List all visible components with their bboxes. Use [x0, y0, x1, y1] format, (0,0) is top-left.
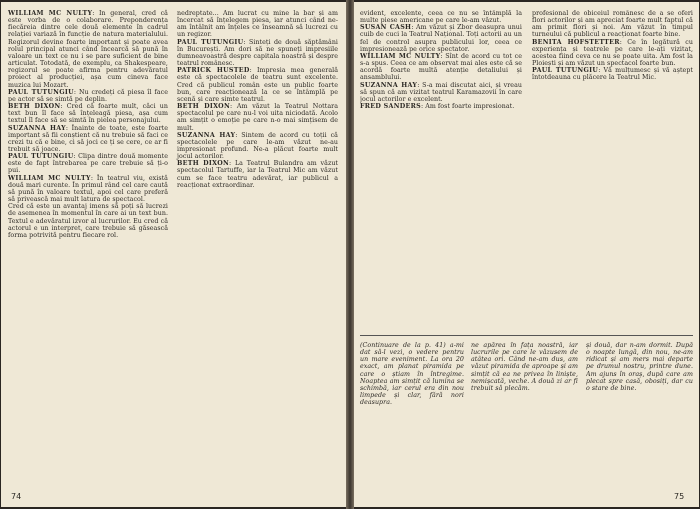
dialogue-paragraph — [177, 10, 338, 39]
dialogue-paragraph — [177, 39, 338, 68]
dialogue-text: : S-a mai discutat aici, și vreau să spun că am vizitat teatrul Karamazovii în care jocul actorilor e excelent. — [360, 81, 522, 103]
dialogue-paragraph — [360, 53, 522, 82]
dialogue-paragraph — [177, 103, 338, 132]
dialogue-paragraph — [8, 89, 168, 103]
speaker-name: BENITA HOFSTETTER — [532, 38, 620, 46]
speaker-name: BETH DIXON — [8, 103, 61, 111]
speaker-name: PAUL TUTUNGIU — [532, 67, 599, 75]
dialogue-paragraph — [360, 82, 522, 103]
speaker-name: WILLIAM MC NULTY — [8, 174, 91, 182]
speaker-name: PATRICK HUSTED — [177, 67, 250, 75]
continuation-column-3: și două, dar n-am dormit. După o noapte lungă, din nou, ne-am ridicat și am mers mai departe pe drumul nostru, printre dune. Am ajuns în oraș, după care am plecat spre casă, obosiți, dar cu o stare de bine. — [586, 342, 693, 392]
dialogue-paragraph — [177, 67, 338, 103]
dialogue-text: : Impresia mea generală este că spectacolele de teatru sunt excelente. Cred că publicul român este un public foarte bun, care reacționează la ce se întâmplă pe scenă și care simte teatrul. — [177, 67, 339, 103]
speaker-name: PAUL TUTUNGIU — [177, 38, 244, 46]
dialogue-text: nedreptate... Am lucrat cu mine la bar și am încercat să înțelegem piesa, iar atunci când ne-am întâlnit am înțeles ce înseamnă să lucrezi cu un regizor. — [177, 10, 338, 39]
dialogue-paragraph — [532, 67, 693, 81]
page-number-left: 74 — [11, 492, 22, 501]
left-page-column-1 — [8, 10, 168, 239]
left-page — [1, 2, 346, 507]
continuation-column-2: ne apărea în fața noastră, iar lucrurile pe care le văzusem de atâtea ori. Când ne-am dus, am văzut piramida de aproape și am simțit că ea ne privea în liniște, nemișcată, veche. A două zi ar fi trebuit să plecăm. — [471, 342, 578, 392]
right-page-column-2 — [532, 10, 693, 332]
dialogue-text: : Sînt de acord cu tot ce s-a spus. Ceea ce am observat mai ales este că se acordă foarte multă atenție detaliului și ansamblului. — [360, 52, 522, 82]
dialogue-paragraph — [8, 175, 168, 204]
dialogue-paragraph — [177, 132, 338, 161]
dialogue-text: profesional de obiceiul românesc de a se oferi flori actorilor și am apreciat foarte mult faptul că am primit flori și noi. Am văzut în timpul turneului că publicul a reacționat foarte bine. — [532, 10, 693, 39]
dialogue-text: : Cred că foarte mult, căci un text bun îl face să înțeleagă piesa, așa cum textul îl face să se simtă în pielea personajului. — [8, 103, 168, 125]
right-page — [354, 2, 699, 507]
dialogue-paragraph — [360, 10, 522, 24]
dialogue-paragraph — [8, 103, 168, 124]
dialogue-text: : Am fost foarte impresionat. — [421, 103, 515, 111]
dialogue-text: : Sintem de acord cu toții că spectacolele pe care le-am văzut ne-au impresionat profund. Ne-a plăcut foarte mult jocul actorilor. — [177, 131, 338, 161]
dialogue-text: : Ce în legătură cu experiența și teatrele pe care le-ați vizitat, acestea fiind ceva ce nu se poate uita. Am fost la Ploiești și am văzut un spectacol foarte bun. — [532, 38, 693, 68]
page-number-right: 75 — [674, 492, 685, 501]
dialogue-text: : La Teatrul Bulandra am văzut spectacolul Tartuffe, iar la Teatrul Mic am văzut cum se face teatru adevărat, iar publicul a reacționat extraordinar. — [177, 160, 339, 189]
dialogue-paragraph — [360, 103, 522, 110]
dialogue-text: : Înainte de toate, este foarte important să fii conștient că nu trebuie să faci ce crezi tu că e bine, ci să joci ce ți se cere, ce ar fi trebuit să joace. — [8, 124, 168, 153]
dialogue-text: : Vă mulțumesc și vă aștept întotdeauna cu plăcere la Teatrul Mic. — [532, 67, 693, 82]
dialogue-text: : In general, cred că este vorba de o colaborare. Preponderența fiecăreia dintre cele două elemente în cadrul relației variază în funcție de natura materialului. Regizorul devine foarte important și poate avea rolul principal atunci când încearcă să pună în valoare un text ce nu i se pare suficient de bine articulat. Totodată, de exemplu, ca Shakespeare, regizorul se poate afirma pentru adevăratul proiect al producției, așa cum cineva face muzica lui Mozart. — [8, 10, 168, 89]
dialogue-paragraph — [532, 39, 693, 68]
book-gutter — [346, 0, 354, 509]
dialogue-text: : Am văzut la Teatrul Nottara spectacolul pe care nu-l voi uita niciodată. Acolo am simțit o emoție pe care n-o mai simțisem de mult. — [177, 103, 338, 132]
speaker-name: WILLIAM MC NULTY — [8, 10, 93, 17]
speaker-name: SUZANNA HAY — [360, 81, 418, 89]
dialogue-paragraph — [8, 203, 168, 239]
dialogue-text: Cred că este un avantaj imens să poți să lucrezi de asemenea în momentul în care ai un text bun. Textul e adevăratul izvor al lucrurilor. Eu cred că actorul e un interpret, care trebuie să găsească forma potrivită pentru fiecare rol. — [8, 203, 168, 239]
dialogue-paragraph — [8, 10, 168, 89]
dialogue-text: : Am văzut și Zbor deasupra unui cuib de cuci la Teatrul Național. Toți actorii au un fel de control asupra publicului lor, ceea ce impresionează pe orice spectator. — [360, 24, 522, 53]
speaker-name: SUSAN CASH — [360, 24, 412, 32]
dialogue-paragraph — [8, 153, 168, 174]
dialogue-text: evident, excelente, ceea ce nu se întâmplă la multe piese americane pe care le-am văzut. — [360, 10, 522, 25]
dialogue-paragraph — [177, 160, 338, 189]
speaker-name: BETH DIXON — [177, 160, 230, 168]
speaker-name: PAUL TUTUNGIU — [8, 153, 74, 161]
speaker-name: SUZANNA HAY — [177, 131, 236, 139]
right-page-column-1 — [360, 10, 522, 332]
speaker-name: BETH DIXON — [177, 103, 231, 111]
dialogue-text: : În teatrul viu, există două mari curente. În primul rând cel care caută să pună în valoare textul, apoi cel care preferă să privească mai mult latura de spectacol. — [8, 174, 168, 204]
dialogue-text: : Clipa dintre două momente este de fapt întrebarea pe care trebuie să ți-o pui. — [8, 153, 168, 175]
dialogue-paragraph — [360, 24, 522, 53]
continuation-column-1: (Continuare de la p. 41) a-mi dat să-l vezi, o vedere pentru un mare eveniment. La ora 20 exact, am planat piramida pe care o știam în întregime. Noaptea am simțit că lumina se schimbă, iar cerul era din nou limpede și clar, fără nori deasupra. — [360, 342, 464, 407]
speaker-name: FRED SANDERS — [360, 103, 421, 111]
speaker-name: WILLIAM MC NULTY — [360, 52, 441, 60]
dialogue-paragraph — [532, 10, 693, 39]
section-divider — [360, 335, 693, 336]
dialogue-text: : Sinteți de două săptămâni în București. Am dori să ne spuneți impresiile dumneavoastră despre capitala noastră și despre teatrul românesc. — [177, 38, 338, 68]
speaker-name: SUZANNA HAY — [8, 124, 66, 132]
dialogue-paragraph — [8, 125, 168, 154]
speaker-name: PAUL TUTUNGIU — [8, 88, 74, 96]
dialogue-text: : Nu credeți că piesa îl face pe actor să se simtă pe deplin. — [8, 88, 168, 103]
left-page-column-2 — [177, 10, 338, 189]
